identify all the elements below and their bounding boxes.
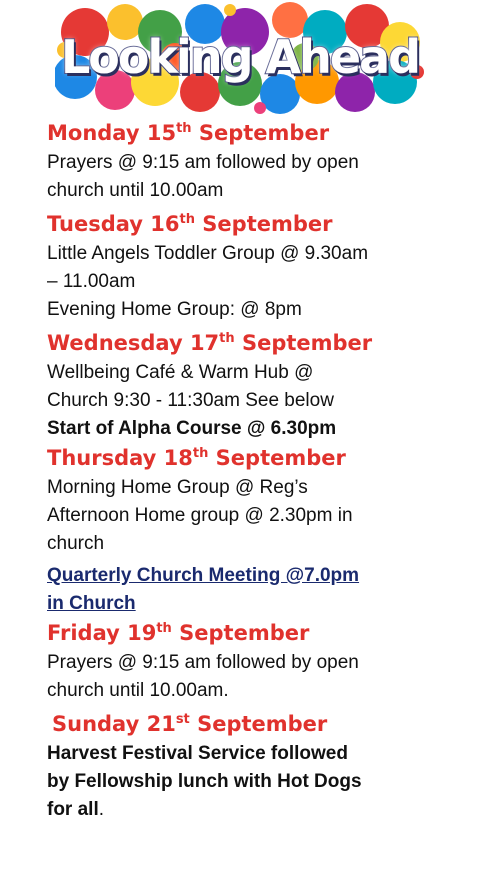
event-text: Wellbeing Café & Warm Hub @ [47,362,314,383]
day-heading-wednesday: Wednesday 17th September [47,331,373,355]
event-text: church until 10.00am. [47,680,229,701]
event-text: Church 9:30 - 11:30am See below [47,390,334,411]
banner-title: Looking Ahead [60,30,420,84]
event-text: Prayers @ 9:15 am followed by open [47,652,359,673]
looking-ahead-banner [55,2,425,114]
event-text: Prayers @ 9:15 am followed by open [47,152,359,173]
day-heading-friday: Friday 19th September [47,621,310,645]
event-text: church [47,533,105,554]
quarterly-meeting-link[interactable]: Quarterly Church Meeting @7.0pm [47,565,360,586]
schedule-list [47,118,467,824]
event-text: Evening Home Group: @ 8pm [47,299,302,320]
day-heading-tuesday: Tuesday 16th September [47,212,333,236]
day-heading-thursday: Thursday 18th September [47,446,346,470]
event-text-highlight: by Fellowship lunch with Hot Dogs [47,771,362,792]
event-text: Afternoon Home group @ 2.30pm in [47,505,353,526]
event-text-highlight: for all. [47,799,105,820]
day-heading-monday: Monday 15th September [47,121,330,145]
event-text: church until 10.00am [47,180,224,201]
quarterly-meeting-link[interactable]: in Church [47,593,136,614]
day-heading-sunday: Sunday 21st September [52,712,328,736]
event-text-highlight: Start of Alpha Course @ 6.30pm [47,418,337,439]
event-text: Morning Home Group @ Reg’s [47,477,308,498]
event-text-highlight: Harvest Festival Service followed [47,743,348,764]
event-text: Little Angels Toddler Group @ 9.30am [47,243,369,264]
event-text: – 11.00am [47,271,136,292]
